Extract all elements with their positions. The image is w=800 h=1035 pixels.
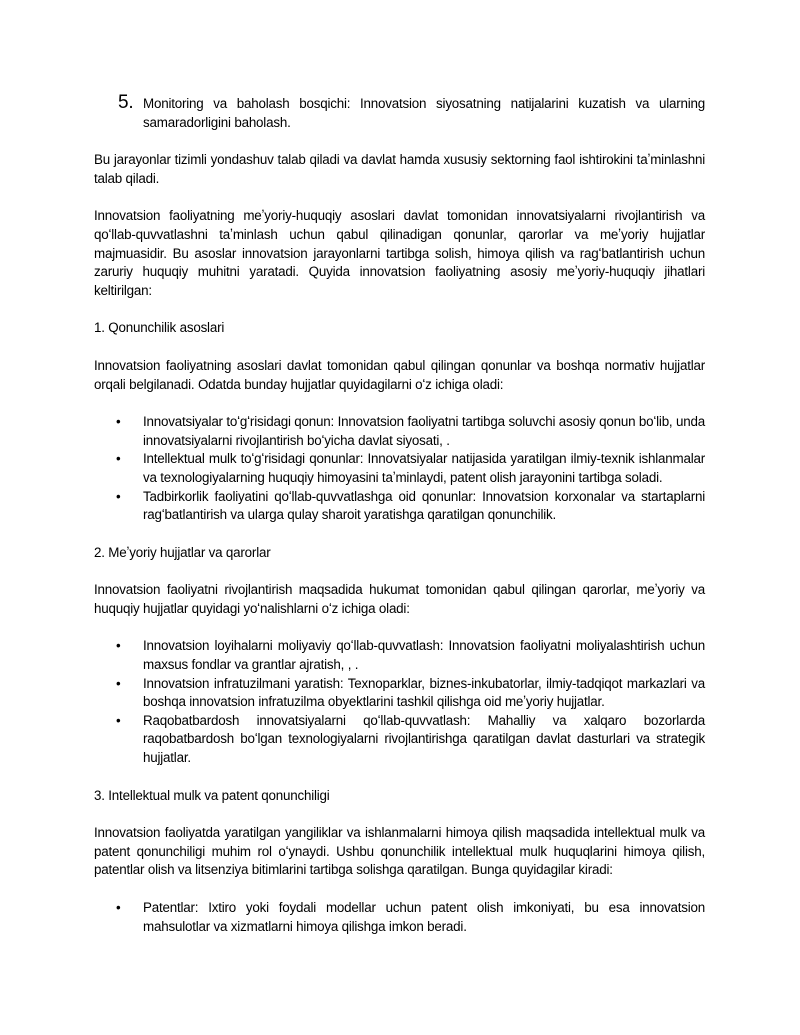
- bullet-icon: •: [116, 451, 121, 467]
- numbered-item-5: [94, 92, 705, 132]
- section-heading-regulations: 2. Meʼyoriy hujjatlar va qarorlar: [94, 544, 271, 560]
- section-intro-legislation: Innovatsion faoliyatning asoslari davlat tomonidan qabul qilingan qonunlar va boshqa normativ hujjatlar orqali belgilanadi. Odatda bunday hujjatlar quyidagilarni oʻz ichiga oladi:: [94, 357, 705, 392]
- bullet-list-regulations: [94, 637, 705, 767]
- list-item: • Raqobatbardosh innovatsiyalarni qoʻllab-quvvatlash: Mahalliy va xalqaro bozorlarda raqobatbardosh boʻlgan texnologiyalarni rivojlantirishga qaratilgan davlat dasturlari va strategik hujjatlar.: [116, 712, 705, 766]
- item-number: 5.: [118, 92, 134, 113]
- list-item: • Innovatsion infratuzilmani yaratish: Texnoparklar, biznes-inkubatorlar, ilmiy-tadqiqot markazlari va boshqa innovatsion infratuzilma obyektlarini tashkil qilishga oid meʼyoriy hujjatlar.: [116, 675, 705, 710]
- item-text: Monitoring va baholash bosqichi: Innovatsion siyosatning natijalarini kuzatish va ularning samaradorligini baholash.: [143, 96, 705, 130]
- section-heading-legislation: 1. Qonunchilik asoslari: [94, 320, 225, 336]
- bullet-icon: •: [116, 900, 121, 915]
- section-intro-regulations: Innovatsion faoliyatni rivojlantirish maqsadida hukumat tomonidan qabul qilingan qarorlar, meʼyoriy va huquqiy hujjatlar quyidagi yoʻnalishlarni oʻz ichiga oladi:: [94, 582, 705, 616]
- section-intro-ip-patent: Innovatsion faoliyatda yaratilgan yangiliklar va ishlanmalarni himoya qilish maqsadida intellektual mulk va patent qonunchiligi muhim rol oʻynaydi. Ushbu qonunchilik intellektual mulk huquqlarini himoya qilish, patentlar olish va litsenziya bitimlarini tartibga solishga qaratilgan. Bunga quyidagilar kiradi:: [94, 825, 705, 878]
- bullet-list-ip-patent: [94, 899, 705, 936]
- bullet-icon: •: [116, 488, 121, 504]
- bullet-icon: •: [116, 675, 121, 691]
- bullet-icon: •: [116, 638, 121, 654]
- paragraph-systemic-approach: Bu jarayonlar tizimli yondashuv talab qiladi va davlat hamda xususiy sektorning faol ishtirokini taʼminlashni talab qiladi.: [94, 152, 705, 186]
- list-item: • Innovatsion loyihalarni moliyaviy qoʻllab-quvvatlash: Innovatsion faoliyatni moliyalashtirish uchun maxsus fondlar va grantlar ajratish, , .: [116, 638, 705, 673]
- paragraph-legal-basis: Innovatsion faoliyatning meʼyoriy-huquqiy asoslari davlat tomonidan innovatsiyalarni rivojlantirish va qoʻllab-quvvatlashni taʼminlash uchun qabul qilinadigan qonunlar, qarorlar va meʼyoriy hujjatlar majmuasidir. Bu asoslar innovatsion jarayonlarni tartibga solish, himoya qilish va ragʻbatlantirish uchun zaruriy huquqiy muhitni yaratadi. Quyida innovatsion faoliyatning asosiy meʼyoriy-huquqiy jihatlari keltirilgan:: [94, 208, 705, 298]
- list-item: • Intellektual mulk toʻgʻrisidagi qonunlar: Innovatsiyalar natijasida yaratilgan ilmiy-texnik ishlanmalar va texnologiyalarning huquqiy himoyasini taʼminlaydi, patent olish jarayonini tartibga soladi.: [116, 451, 705, 485]
- bullet-icon: •: [116, 712, 121, 728]
- bullet-icon: •: [116, 414, 121, 430]
- section-heading-ip-patent: 3. Intellektual mulk va patent qonunchiligi: [94, 787, 330, 803]
- list-item: • Tadbirkorlik faoliyatini qoʻllab-quvvatlashga oid qonunlar: Innovatsion korxonalar va startaplarni ragʻbatlantirish va ularga qulay sharoit yaratishga qaratilgan qonunchilik.: [116, 488, 705, 523]
- list-item: • Patentlar: Ixtiro yoki foydali modellar uchun patent olish imkoniyati, bu esa innovatsion mahsulotlar va xizmatlarni himoya qilishga imkon beradi.: [116, 900, 705, 934]
- bullet-list-legislation: [94, 413, 705, 525]
- document-page: [94, 92, 705, 936]
- list-item: • Innovatsiyalar toʻgʻrisidagi qonun: Innovatsion faoliyatni tartibga soluvchi asosiy qonun boʻlib, unda innovatsiyalarni rivojlantirish boʻyicha davlat siyosati, .: [116, 414, 705, 448]
